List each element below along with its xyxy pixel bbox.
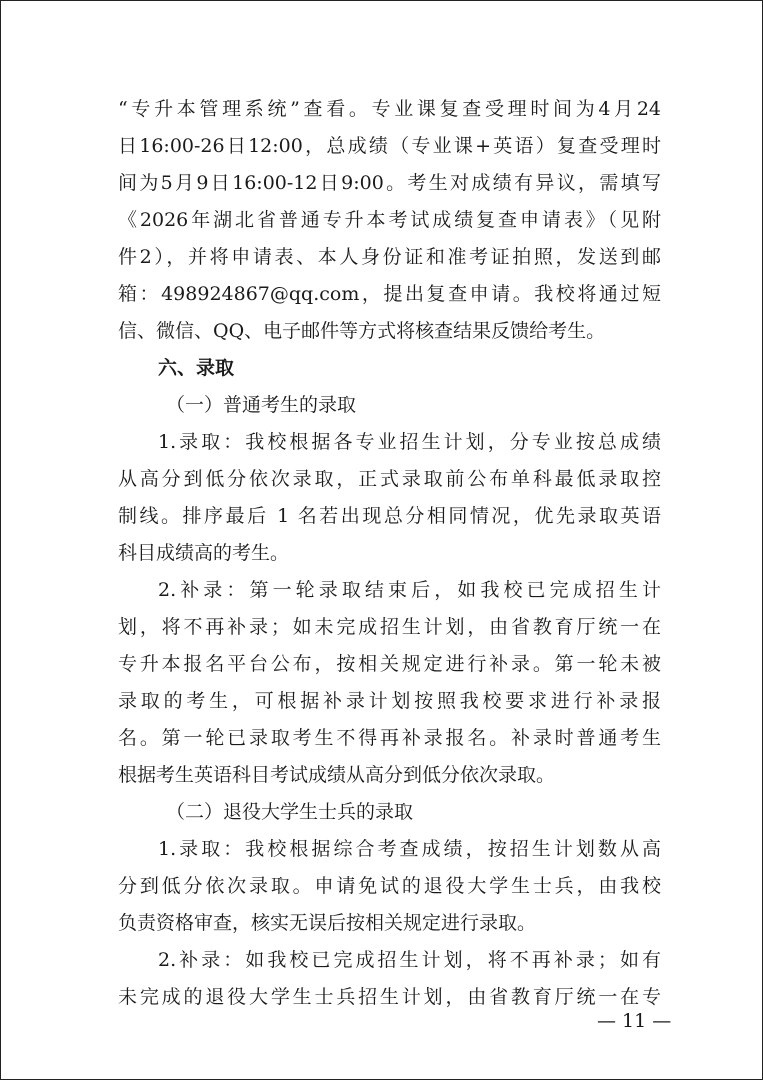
text-line: 科目成绩高的考生。: [118, 542, 290, 564]
text-line: 《2026年湖北省普通专升本考试成绩复查申请表》（见附: [118, 209, 661, 231]
text-line: 日16:00-26日12:00，总成绩（专业课+英语）复查受理时: [118, 135, 661, 157]
text-line: 2.补录：如我校已完成招生计划，将不再补录；如有: [158, 949, 661, 971]
subsection-heading: （二）退役大学生士兵的录取: [166, 801, 414, 823]
text-line: 间为5月9日16:00-12日9:00。考生对成绩有异议，需填写: [118, 172, 661, 194]
text-line: 专升本报名平台公布，按相关规定进行补录。第一轮未被: [118, 653, 661, 675]
text-line: 划，将不再补录；如未完成招生计划，由省教育厅统一在: [118, 616, 661, 638]
text-line: 件2），并将申请表、本人身份证和准考证拍照，发送到邮: [118, 246, 661, 268]
section-heading: 六、录取: [158, 357, 235, 379]
text-line: 录取的考生，可根据补录计划按照我校要求进行补录报: [118, 690, 661, 712]
text-line: 根据考生英语科目考试成绩从高分到低分依次录取。: [118, 764, 556, 786]
subsection-heading: （一）普通考生的录取: [166, 394, 357, 416]
text-line: “专升本管理系统”查看。专业课复查受理时间为4月24: [118, 98, 661, 120]
text-line: 制线。排序最后 1 名若出现总分相同情况，优先录取英语: [118, 505, 661, 527]
page-number: — 11 —: [597, 1010, 672, 1032]
text-line: 从高分到低分依次录取，正式录取前公布单科最低录取控: [118, 468, 661, 490]
text-line: 负责资格审查，核实无误后按相关规定进行录取。: [118, 912, 537, 934]
text-line: 分到低分依次录取。申请免试的退役大学生士兵，由我校: [118, 875, 661, 897]
body-text: [118, 91, 661, 1016]
text-line: 1.录取：我校根据各专业招生计划，分专业按总成绩: [158, 431, 661, 453]
text-line: 信、微信、QQ、电子邮件等方式将核查结果反馈给考生。: [118, 320, 606, 342]
text-line: 箱：498924867@qq.com，提出复查申请。我校将通过短: [118, 283, 661, 305]
text-line: 1.录取：我校根据综合考查成绩，按招生计划数从高: [158, 838, 661, 860]
text-line: 未完成的退役大学生士兵招生计划，由省教育厅统一在专: [118, 986, 661, 1008]
text-line: 名。第一轮已录取考生不得再补录报名。补录时普通考生: [118, 727, 661, 749]
text-line: 2.补录：第一轮录取结束后，如我校已完成招生计: [158, 579, 661, 601]
